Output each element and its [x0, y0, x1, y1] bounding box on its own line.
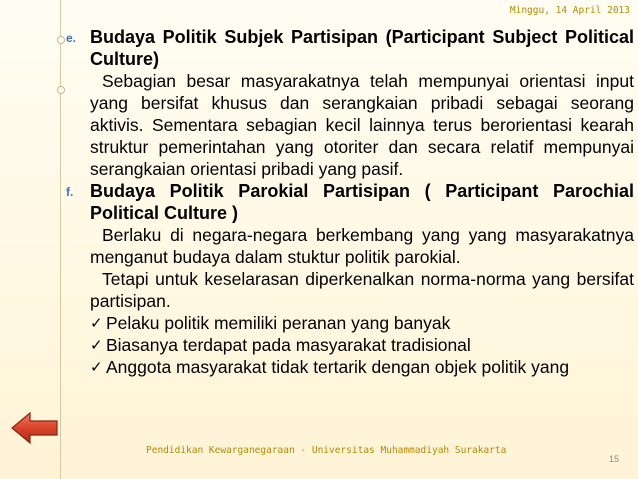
checklist-item [90, 356, 634, 378]
slide-date: Minggu, 14 April 2013 [509, 5, 630, 16]
check-icon: ✓ [90, 337, 103, 354]
section-f [66, 180, 634, 378]
page-number: 15 [609, 454, 620, 464]
decorative-dot [57, 86, 65, 94]
section-marker: f. [66, 185, 74, 199]
section-heading: Budaya Politik Subjek Partisipan (Participant Subject Political Culture) [90, 27, 634, 69]
back-button[interactable] [10, 410, 60, 446]
slide-footer: Pendidikan Kewarganegaraan - Universitas Muhammadiyah Surakarta [146, 445, 507, 456]
section-paragraph: Sebagian besar masyarakatnya telah mempunyai orientasi input yang bersifat khusus dan serangkaian pribadi sebagai seorang aktivis. Sementara sebagian kecil lainnya terus berorientasi kearah struktur pemerintahan yang otoriter dan secara relatif mempunyai serangkaian orientasi pribadi yang pasif. [90, 71, 634, 179]
checklist-item [90, 312, 634, 334]
section-e [66, 26, 634, 180]
checklist-text: Biasanya terdapat pada masyarakat tradisional [106, 335, 471, 355]
left-arrow-icon [10, 410, 60, 446]
section-paragraph: Berlaku di negara-negara berkembang yang yang masyarakatnya menganut budaya dalam stuktur politik parokial. [90, 225, 634, 267]
checklist-text: Pelaku politik memiliki peranan yang banyak [106, 313, 451, 333]
left-divider [60, 0, 61, 479]
section-paragraph: Tetapi untuk keselarasan diperkenalkan norma-norma yang bersifat partisipan. [90, 269, 634, 311]
checklist-item [90, 334, 634, 356]
check-icon: ✓ [90, 359, 103, 376]
section-heading: Budaya Politik Parokial Partisipan ( Participant Parochial Political Culture ) [90, 181, 634, 223]
checklist-text: Anggota masyarakat tidak tertarik dengan objek politik yang [106, 357, 570, 377]
decorative-dot [57, 36, 65, 44]
slide-content [66, 26, 634, 378]
check-icon: ✓ [90, 315, 103, 332]
section-marker: e. [66, 31, 77, 45]
